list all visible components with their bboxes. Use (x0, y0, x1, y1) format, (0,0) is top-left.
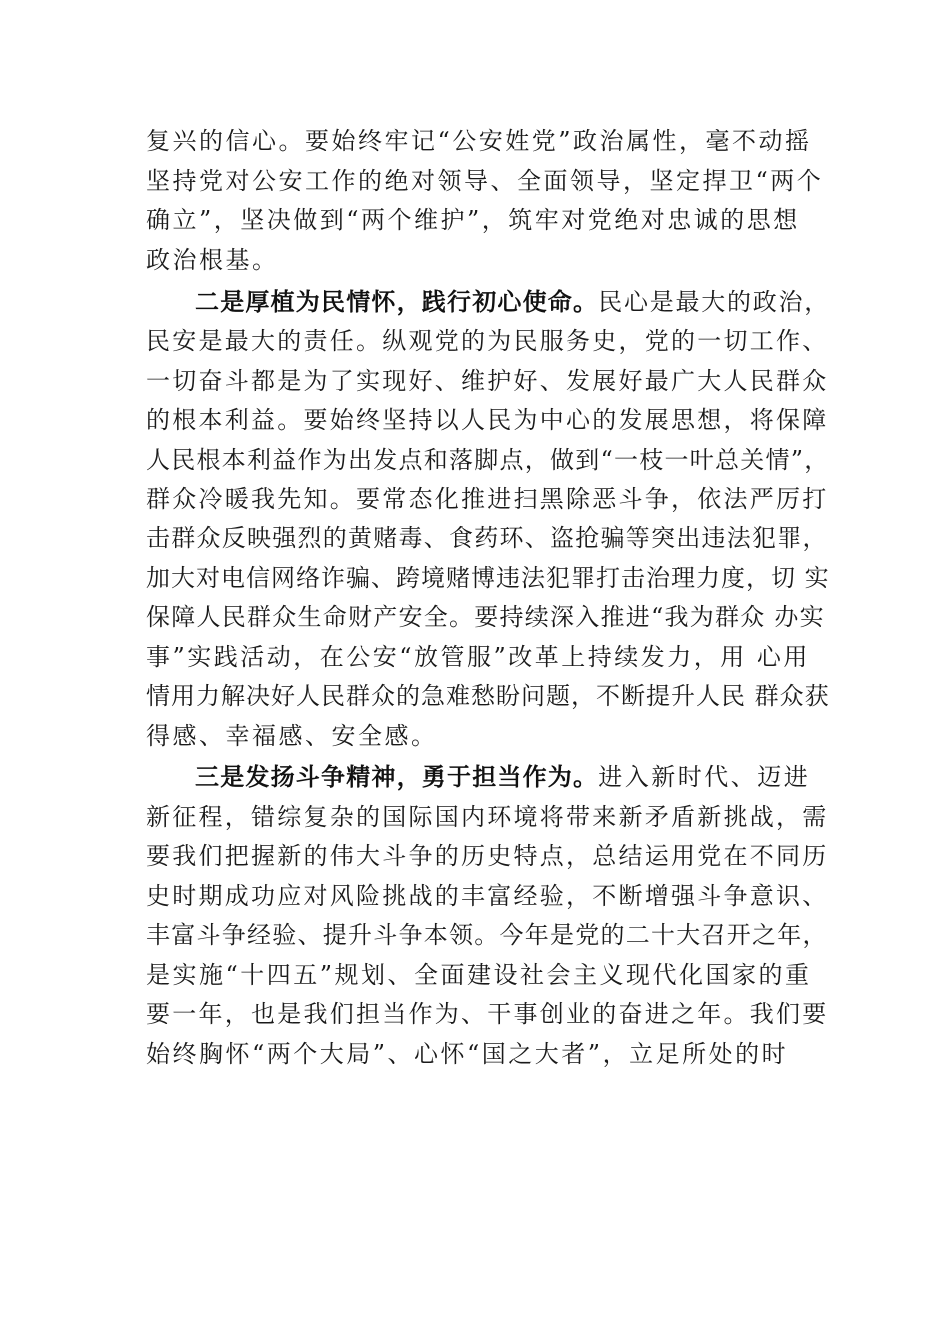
text-line (146, 920, 828, 950)
line-text: 民安是最大的责任。纵观党的为民服务史，党的一切工作、 (146, 327, 829, 355)
text-line (146, 802, 829, 832)
line-text: 得感、幸福感、安全感。 (146, 722, 438, 750)
line-text: 人民根本利益作为出发点和落脚点，做到“一枝一叶总关情”， (146, 446, 830, 474)
line-text: 的根本利益。要始终坚持以人民为中心的发展思想，将保障 (146, 406, 829, 434)
text-line (146, 205, 800, 235)
paragraph-start-line (195, 287, 830, 317)
text-line (146, 841, 829, 871)
text-line (146, 999, 829, 1029)
line-text: 事”实践活动，在公安“放管服”改革上持续发力，用 心用 (146, 643, 810, 671)
text-line (146, 681, 830, 711)
line-text: 政治根基。 (146, 246, 279, 274)
paragraph-heading: 三是发扬斗争精神，勇于担当作为。 (195, 763, 599, 791)
line-text: 保障人民群众生命财产安全。要持续深入推进“我为群众 办实 (146, 603, 825, 631)
text-line (146, 1039, 788, 1069)
line-text: 加大对电信网络诈骗、跨境赌博违法犯罪打击治理力度，切 实 (146, 564, 830, 592)
line-text: 复兴的信心。要始终牢记“公安姓党”政治属性，毫不动摇 (146, 127, 812, 155)
text-line (146, 563, 830, 593)
text-line (146, 602, 825, 632)
text-line (146, 126, 812, 156)
line-text: 是实施“十四五”规划、全面建设社会主义现代化国家的重 (146, 961, 812, 989)
line-text: 民心是最大的政治， (598, 288, 830, 316)
paragraph-heading: 二是厚植为民情怀，践行初心使命。 (195, 288, 599, 316)
line-text: 坚持党对公安工作的绝对领导、全面领导，坚定捍卫“两个 (146, 167, 824, 195)
line-text: 一切奋斗都是为了实现好、维护好、发展好最广大人民群众 (146, 367, 829, 395)
line-text: 史时期成功应对风险挑战的丰富经验，不断增强斗争意识、 (146, 882, 829, 910)
text-line (146, 642, 810, 672)
text-line (146, 245, 279, 275)
line-text: 进入新时代、迈进 (598, 763, 811, 791)
text-line (146, 445, 830, 475)
text-line (146, 721, 438, 751)
line-text: 新征程，错综复杂的国际国内环境将带来新矛盾新挑战，需 (146, 803, 829, 831)
line-text: 群众冷暖我先知。要常态化推进扫黑除恶斗争，依法严厉打 (146, 485, 829, 513)
line-text: 击群众反映强烈的黄赌毒、食药环、盗抢骗等突出违法犯罪， (146, 524, 828, 552)
text-line (146, 523, 828, 553)
text-line (146, 166, 823, 196)
line-text: 要我们把握新的伟大斗争的历史特点，总结运用党在不同历 (146, 842, 829, 870)
line-text: 始终胸怀“两个大局”、心怀“国之大者”，立足所处的时 (146, 1040, 789, 1068)
line-text: 情用力解决好人民群众的急难愁盼问题，不断提升人民 群众获 (146, 682, 830, 710)
paragraph-start-line (195, 762, 810, 792)
text-line (146, 326, 829, 356)
text-line (146, 881, 829, 911)
line-text: 丰富斗争经验、提升斗争本领。今年是党的二十大召开之年， (146, 921, 828, 949)
line-text: 确立”，坚决做到“两个维护”，筑牢对党绝对忠诚的思想 (146, 206, 800, 234)
line-text: 要一年，也是我们担当作为、干事创业的奋进之年。我们要 (146, 1000, 829, 1028)
text-line (146, 960, 812, 990)
text-line (146, 484, 829, 514)
text-line (146, 405, 829, 435)
text-line (146, 366, 829, 396)
